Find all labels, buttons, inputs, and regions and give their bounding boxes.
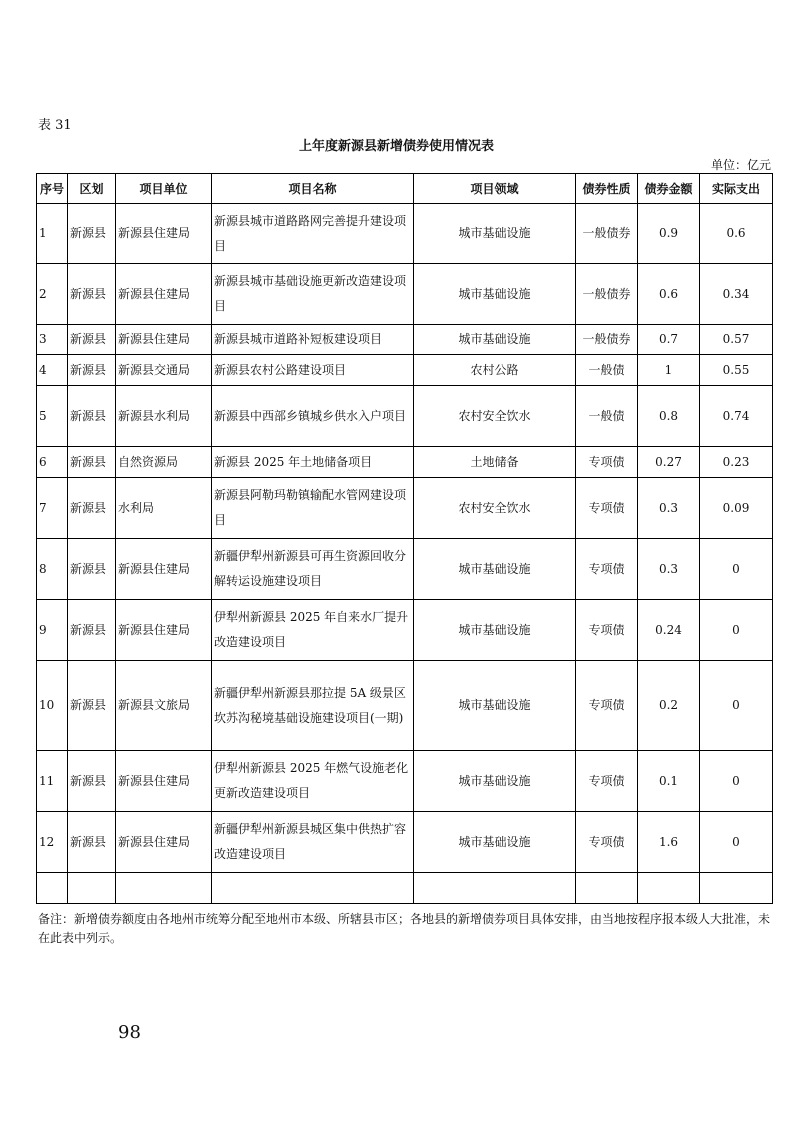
cell-empty [638, 873, 700, 904]
cell-field: 城市基础设施 [414, 325, 576, 355]
cell-project-name: 新源县 2025 年土地储备项目 [212, 447, 414, 478]
cell-bond-amount: 0.3 [638, 539, 700, 600]
cell-unit: 水利局 [116, 478, 212, 539]
header-unit: 项目单位 [116, 174, 212, 204]
cell-bond-type: 专项债 [576, 600, 638, 661]
cell-field: 城市基础设施 [414, 539, 576, 600]
cell-project-name: 伊犁州新源县 2025 年自来水厂提升改造建设项目 [212, 600, 414, 661]
cell-bond-type: 专项债 [576, 539, 638, 600]
cell-actual-spend: 0 [700, 751, 773, 812]
table-row [37, 386, 773, 447]
cell-bond-type: 专项债 [576, 661, 638, 751]
cell-bond-type: 专项债 [576, 447, 638, 478]
cell-bond-type: 一般债券 [576, 204, 638, 264]
cell-bond-amount: 0.3 [638, 478, 700, 539]
cell-project-name: 新疆伊犁州新源县可再生资源回收分解转运设施建设项目 [212, 539, 414, 600]
cell-empty [576, 873, 638, 904]
cell-unit: 新源县住建局 [116, 264, 212, 325]
cell-project-name: 新源县农村公路建设项目 [212, 355, 414, 386]
table-header-row [37, 174, 773, 204]
table-row [37, 751, 773, 812]
cell-actual-spend: 0.55 [700, 355, 773, 386]
cell-field: 城市基础设施 [414, 812, 576, 873]
cell-index: 9 [37, 600, 68, 661]
cell-bond-amount: 0.2 [638, 661, 700, 751]
cell-empty [116, 873, 212, 904]
table-row [37, 264, 773, 325]
cell-project-name: 新疆伊犁州新源县那拉提 5A 级景区坎苏沟秘境基础设施建设项目(一期) [212, 661, 414, 751]
cell-index: 8 [37, 539, 68, 600]
cell-unit: 新源县住建局 [116, 204, 212, 264]
cell-actual-spend: 0.09 [700, 478, 773, 539]
cell-index: 12 [37, 812, 68, 873]
unit-label: 单位：亿元 [710, 158, 771, 172]
cell-unit: 新源县文旅局 [116, 661, 212, 751]
table-label: 表 31 [38, 118, 72, 133]
header-bond-amount: 债券金额 [638, 174, 700, 204]
cell-empty [414, 873, 576, 904]
cell-district: 新源县 [68, 325, 116, 355]
cell-field: 农村公路 [414, 355, 576, 386]
table-row [37, 600, 773, 661]
cell-bond-type: 专项债 [576, 812, 638, 873]
cell-actual-spend: 0 [700, 600, 773, 661]
cell-empty [68, 873, 116, 904]
cell-field: 土地储备 [414, 447, 576, 478]
cell-bond-type: 一般债 [576, 355, 638, 386]
header-district: 区划 [68, 174, 116, 204]
cell-district: 新源县 [68, 751, 116, 812]
cell-project-name: 伊犁州新源县 2025 年燃气设施老化更新改造建设项目 [212, 751, 414, 812]
cell-actual-spend: 0 [700, 539, 773, 600]
header-project-name: 项目名称 [212, 174, 414, 204]
cell-project-name: 新疆伊犁州新源县城区集中供热扩容改造建设项目 [212, 812, 414, 873]
table-row-empty [37, 873, 773, 904]
cell-empty [37, 873, 68, 904]
cell-bond-type: 一般债券 [576, 264, 638, 325]
cell-field: 城市基础设施 [414, 661, 576, 751]
cell-project-name: 新源县阿勒玛勒镇输配水管网建设项目 [212, 478, 414, 539]
cell-bond-amount: 0.24 [638, 600, 700, 661]
cell-district: 新源县 [68, 355, 116, 386]
cell-actual-spend: 0.57 [700, 325, 773, 355]
cell-unit: 新源县交通局 [116, 355, 212, 386]
cell-field: 城市基础设施 [414, 751, 576, 812]
cell-district: 新源县 [68, 386, 116, 447]
cell-actual-spend: 0 [700, 661, 773, 751]
cell-index: 1 [37, 204, 68, 264]
bond-usage-table [36, 173, 773, 904]
table-row [37, 325, 773, 355]
cell-bond-amount: 0.8 [638, 386, 700, 447]
header-index: 序号 [37, 174, 68, 204]
cell-district: 新源县 [68, 204, 116, 264]
cell-district: 新源县 [68, 539, 116, 600]
table-row [37, 539, 773, 600]
cell-bond-type: 一般债 [576, 386, 638, 447]
cell-unit: 新源县水利局 [116, 386, 212, 447]
cell-bond-amount: 0.27 [638, 447, 700, 478]
cell-project-name: 新源县城市道路路网完善提升建设项目 [212, 204, 414, 264]
table-row [37, 447, 773, 478]
footnote: 备注：新增债券额度由各地州市统筹分配至地州市本级、所辖县市区；各地县的新增债券项目具体安排，由当地按程序报本级人大批准，未在此表中列示。 [38, 912, 771, 945]
cell-field: 城市基础设施 [414, 264, 576, 325]
cell-index: 3 [37, 325, 68, 355]
cell-field: 农村安全饮水 [414, 386, 576, 447]
cell-bond-amount: 0.1 [638, 751, 700, 812]
cell-bond-type: 专项债 [576, 478, 638, 539]
cell-bond-amount: 1.6 [638, 812, 700, 873]
cell-unit: 自然资源局 [116, 447, 212, 478]
cell-actual-spend: 0.34 [700, 264, 773, 325]
cell-index: 11 [37, 751, 68, 812]
cell-bond-amount: 0.9 [638, 204, 700, 264]
cell-field: 农村安全饮水 [414, 478, 576, 539]
table-row [37, 204, 773, 264]
cell-district: 新源县 [68, 447, 116, 478]
cell-empty [700, 873, 773, 904]
cell-project-name: 新源县城市基础设施更新改造建设项目 [212, 264, 414, 325]
cell-unit: 新源县住建局 [116, 812, 212, 873]
cell-actual-spend: 0 [700, 812, 773, 873]
cell-empty [212, 873, 414, 904]
cell-index: 5 [37, 386, 68, 447]
cell-bond-amount: 1 [638, 355, 700, 386]
header-actual-spend: 实际支出 [700, 174, 773, 204]
cell-unit: 新源县住建局 [116, 539, 212, 600]
cell-district: 新源县 [68, 661, 116, 751]
cell-bond-amount: 0.6 [638, 264, 700, 325]
cell-project-name: 新源县城市道路补短板建设项目 [212, 325, 414, 355]
cell-field: 城市基础设施 [414, 600, 576, 661]
cell-actual-spend: 0.74 [700, 386, 773, 447]
cell-district: 新源县 [68, 264, 116, 325]
cell-actual-spend: 0.23 [700, 447, 773, 478]
cell-field: 城市基础设施 [414, 204, 576, 264]
cell-index: 2 [37, 264, 68, 325]
cell-index: 4 [37, 355, 68, 386]
header-bond-type: 债券性质 [576, 174, 638, 204]
cell-district: 新源县 [68, 478, 116, 539]
table-row [37, 355, 773, 386]
cell-unit: 新源县住建局 [116, 325, 212, 355]
table-row [37, 661, 773, 751]
cell-unit: 新源县住建局 [116, 600, 212, 661]
cell-actual-spend: 0.6 [700, 204, 773, 264]
cell-index: 6 [37, 447, 68, 478]
cell-index: 7 [37, 478, 68, 539]
header-field: 项目领域 [414, 174, 576, 204]
cell-unit: 新源县住建局 [116, 751, 212, 812]
cell-district: 新源县 [68, 812, 116, 873]
cell-district: 新源县 [68, 600, 116, 661]
cell-bond-type: 专项债 [576, 751, 638, 812]
cell-index: 10 [37, 661, 68, 751]
cell-project-name: 新源县中西部乡镇城乡供水入户项目 [212, 386, 414, 447]
table-row [37, 812, 773, 873]
page-number: 98 [118, 1022, 141, 1043]
table-row [37, 478, 773, 539]
cell-bond-amount: 0.7 [638, 325, 700, 355]
page-title: 上年度新源县新增债券使用情况表 [298, 139, 494, 154]
cell-bond-type: 一般债券 [576, 325, 638, 355]
